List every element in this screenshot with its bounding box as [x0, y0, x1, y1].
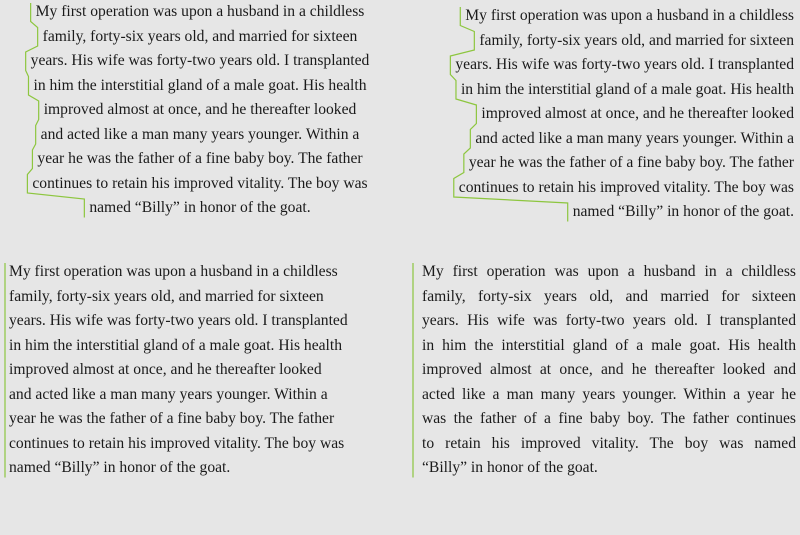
paragraph-flush-left	[9, 260, 391, 481]
text-line: years. His wife was forty-two years old. I transplanted	[422, 312, 796, 329]
text-line: and acted like a man many years younger. Within a	[40, 125, 360, 143]
text-line: to retain his improved vitality. The boy was named	[422, 434, 796, 452]
text-line: family, forty-six years old, and married for sixteen	[9, 287, 324, 305]
text-line: years. His wife was forty-two years old. I transplanted	[9, 312, 348, 329]
text-line: continues to retain his improved vitality. The boy was	[458, 178, 794, 196]
text-line: year he was the father of a fine baby boy. The father	[9, 410, 335, 427]
text-line: named “Billy” in honor of the goat.	[572, 203, 794, 220]
text-line: family, forty-six years old, and married for sixteen	[42, 27, 358, 45]
text-line: and acted like a man many years younger. Within a	[475, 129, 794, 147]
text-line: continues to retain his improved vitality. The boy was	[9, 434, 345, 452]
text-line: family, forty-six years old, and married for sixteen	[422, 287, 796, 305]
text-line: My first operation was upon a husband in a childless	[465, 7, 794, 24]
text-line: years. His wife was forty-two years old. I transplanted	[30, 52, 370, 69]
text-line: named “Billy” in honor of the goat.	[9, 459, 231, 476]
text-line: was the father of a fine baby boy. The father continues	[422, 410, 796, 427]
text-line: improved almost at once, and he thereafter looked	[9, 361, 322, 378]
text-line: improved almost at once, and he thereafter looked	[481, 105, 794, 122]
text-line: improved almost at once, and he thereafter looked and	[422, 361, 796, 378]
text-line: in him the interstitial gland of a male goat. His health	[33, 76, 367, 94]
text-line: acted like a man many years younger. Within a year he	[422, 385, 796, 403]
text-line: improved almost at once, and he thereafter looked	[43, 101, 357, 118]
paragraph-justified	[422, 260, 796, 481]
text-line: “Billy” in honor of the goat.	[422, 459, 598, 476]
text-line: in him the interstitial gland of a male goat. His health	[460, 80, 794, 98]
text-line: years. His wife was forty-two years old. I transplanted	[455, 56, 794, 73]
text-line: and acted like a man many years younger. Within a	[9, 385, 328, 403]
text-line: My first operation was upon a husband in a childless	[9, 263, 338, 280]
text-line: continues to retain his improved vitality. The boy was	[32, 174, 368, 192]
text-line: in him the interstitial gland of a male goat. His health	[422, 336, 796, 354]
text-line: year he was the father of a fine baby boy. The father	[468, 154, 794, 171]
text-line: My first operation was upon a husband in a childless	[35, 3, 365, 20]
text-line: year he was the father of a fine baby boy. The father	[37, 150, 363, 167]
paragraph-flush-right	[412, 4, 794, 225]
text-line: named “Billy” in honor of the goat.	[89, 199, 311, 216]
text-line: in him the interstitial gland of a male goat. His health	[9, 336, 343, 354]
text-line: My first operation was upon a husband in a childless	[422, 263, 796, 280]
text-line: family, forty-six years old, and married for sixteen	[479, 31, 794, 49]
paragraph-centered	[9, 0, 391, 221]
